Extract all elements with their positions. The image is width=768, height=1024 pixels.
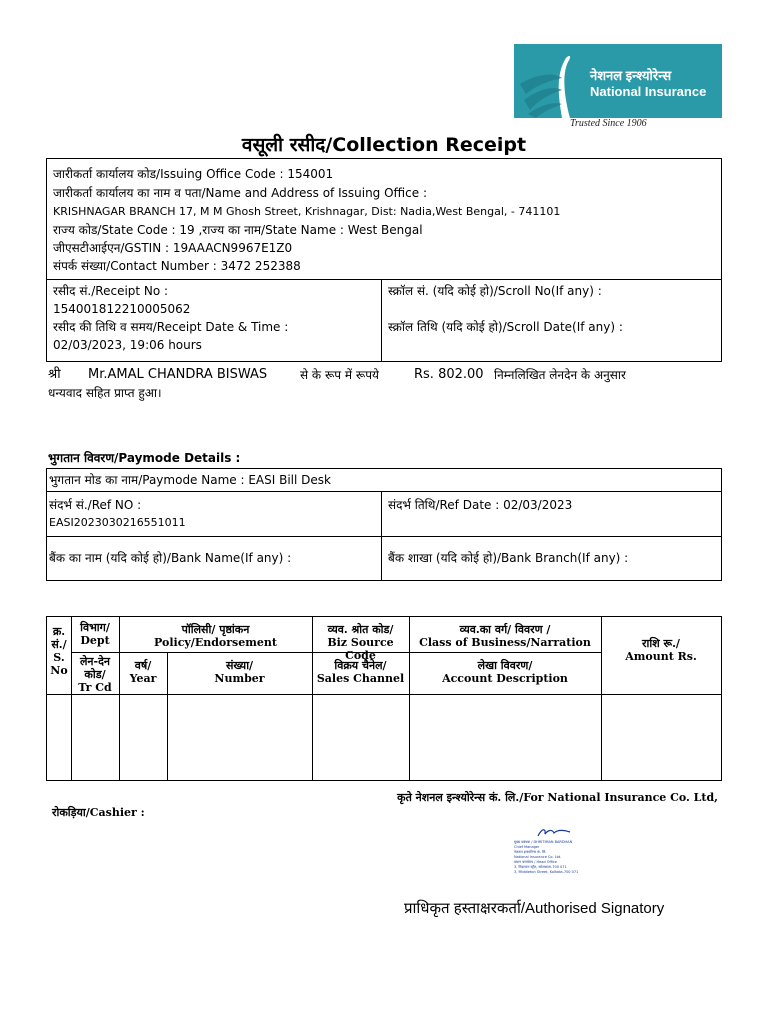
ref-date: संदर्भ तिथि/Ref Date : 02/03/2023 xyxy=(388,498,573,512)
statement-tail: निम्नलिखित लेनदेन के अनुसार xyxy=(494,368,626,382)
peacock-emblem-icon xyxy=(518,44,588,118)
office-address: KRISHNAGAR BRANCH 17, M M Ghosh Street, Krishnagar, Dist: Nadia,West Bengal, - 741101 xyxy=(53,205,561,218)
bank-name-label: बैंक का नाम (यदि कोई हो)/Bank Name(If any) : xyxy=(49,551,292,565)
paymode-box xyxy=(46,468,722,581)
ref-no-label: संदर्भ सं./Ref NO : xyxy=(49,498,142,512)
page-title: वसूली रसीद/Collection Receipt xyxy=(241,134,527,156)
brand-name-english: National Insurance xyxy=(590,84,707,99)
paymode-heading: भुगतान विवरण/Paymode Details : xyxy=(48,451,241,465)
col-account-header: लेखा विवरण/ Account Description xyxy=(442,659,568,685)
company-logo xyxy=(514,44,722,118)
col-trcd-header: लेन-देन कोड/ Tr Cd xyxy=(78,655,112,694)
signature-stamp: मुख्य प्रबंधक / DHRITIMAN BARDHAN Chief Manager नेशनल इन्श्योरेन्स कं. लि. National Insurance Co. Ltd. प्रधान कार्यालय / Head Office 3, मिडलटन स्ट्रीट, कोलकाता-700 071 3, Middleton Street, Kolkata-700 071 xyxy=(512,826,592,884)
contact-number: संपर्क संख्या/Contact Number : 3472 252388 xyxy=(53,259,301,273)
paymode-name: भुगतान मोड का नाम/Paymode Name : EASI Bill Desk xyxy=(49,473,331,487)
transaction-table xyxy=(46,616,722,781)
for-company: कृते नेशनल इन्श्योरेन्स कं. लि./For National Insurance Co. Ltd, xyxy=(397,791,718,804)
col-year-header: वर्ष/ Year xyxy=(129,659,157,685)
cashier-label: रोकड़िया/Cashier : xyxy=(52,806,145,819)
payer-name: Mr.AMAL CHANDRA BISWAS xyxy=(88,367,268,382)
col-biz-header: व्यव. श्रोत कोड/ Biz Source Code xyxy=(327,623,394,662)
office-code: जारीकर्ता कार्यालय कोड/Issuing Office Code : 154001 xyxy=(53,167,334,181)
amount: Rs. 802.00 xyxy=(414,367,484,382)
brand-tagline: Trusted Since 1906 xyxy=(570,118,647,129)
statement-mid: से के रूप में रूपये xyxy=(300,368,380,382)
brand-name-hindi: नेशनल इन्श्योरेन्स xyxy=(590,68,672,83)
office-name-label: जारीकर्ता कार्यालय का नाम व पता/Name and Address of Issuing Office : xyxy=(53,186,427,200)
receipt-date: 02/03/2023, 19:06 hours xyxy=(53,338,202,352)
authorised-signatory: प्राधिकृत हस्ताक्षरकर्ता/Authorised Signatory xyxy=(404,900,665,917)
receipt-details-box xyxy=(46,279,722,362)
col-class-header: व्यव.का वर्ग/ विवरण / Class of Business/Narration xyxy=(419,623,591,649)
scroll-no-label: स्क्रॉल सं. (यदि कोई हो)/Scroll No(If any) : xyxy=(388,284,602,298)
col-policy-header: पॉलिसी/ पृष्ठांकन Policy/Endorsement xyxy=(154,623,277,649)
scroll-date-label: स्क्रॉल तिथि (यदि कोई हो)/Scroll Date(If any) : xyxy=(388,320,623,334)
issuing-office-box xyxy=(46,158,722,280)
statement-line2: धन्यवाद सहित प्राप्त हुआ। xyxy=(48,386,162,400)
receipt-no-label: रसीद सं./Receipt No : xyxy=(53,284,169,298)
receipt-date-label: रसीद की तिथि व समय/Receipt Date & Time : xyxy=(53,320,289,334)
state-code: राज्य कोड/State Code : 19 ,राज्य का नाम/State Name : West Bengal xyxy=(53,223,423,237)
col-sales-header: विक्रय चैनेल/ Sales Channel xyxy=(316,659,405,685)
col-dept-header: विभाग/ Dept xyxy=(80,621,110,647)
col-number-header: संख्या/ Number xyxy=(214,659,265,685)
receipt-no: 154001812210005062 xyxy=(53,302,191,316)
col-amount-header: राशि रू./ Amount Rs. xyxy=(625,637,697,663)
salutation: श्री xyxy=(48,367,61,382)
gstin: जीएसटीआईएन/GSTIN : 19AAACN9967E1Z0 xyxy=(53,241,293,255)
bank-branch-label: बैंक शाखा (यदि कोई हो)/Bank Branch(If any) : xyxy=(388,551,629,565)
ref-no: EASI2023030216551011 xyxy=(49,516,186,529)
signature-icon xyxy=(512,826,592,840)
col-sno-header: क्र. सं./ S. No xyxy=(50,625,68,677)
